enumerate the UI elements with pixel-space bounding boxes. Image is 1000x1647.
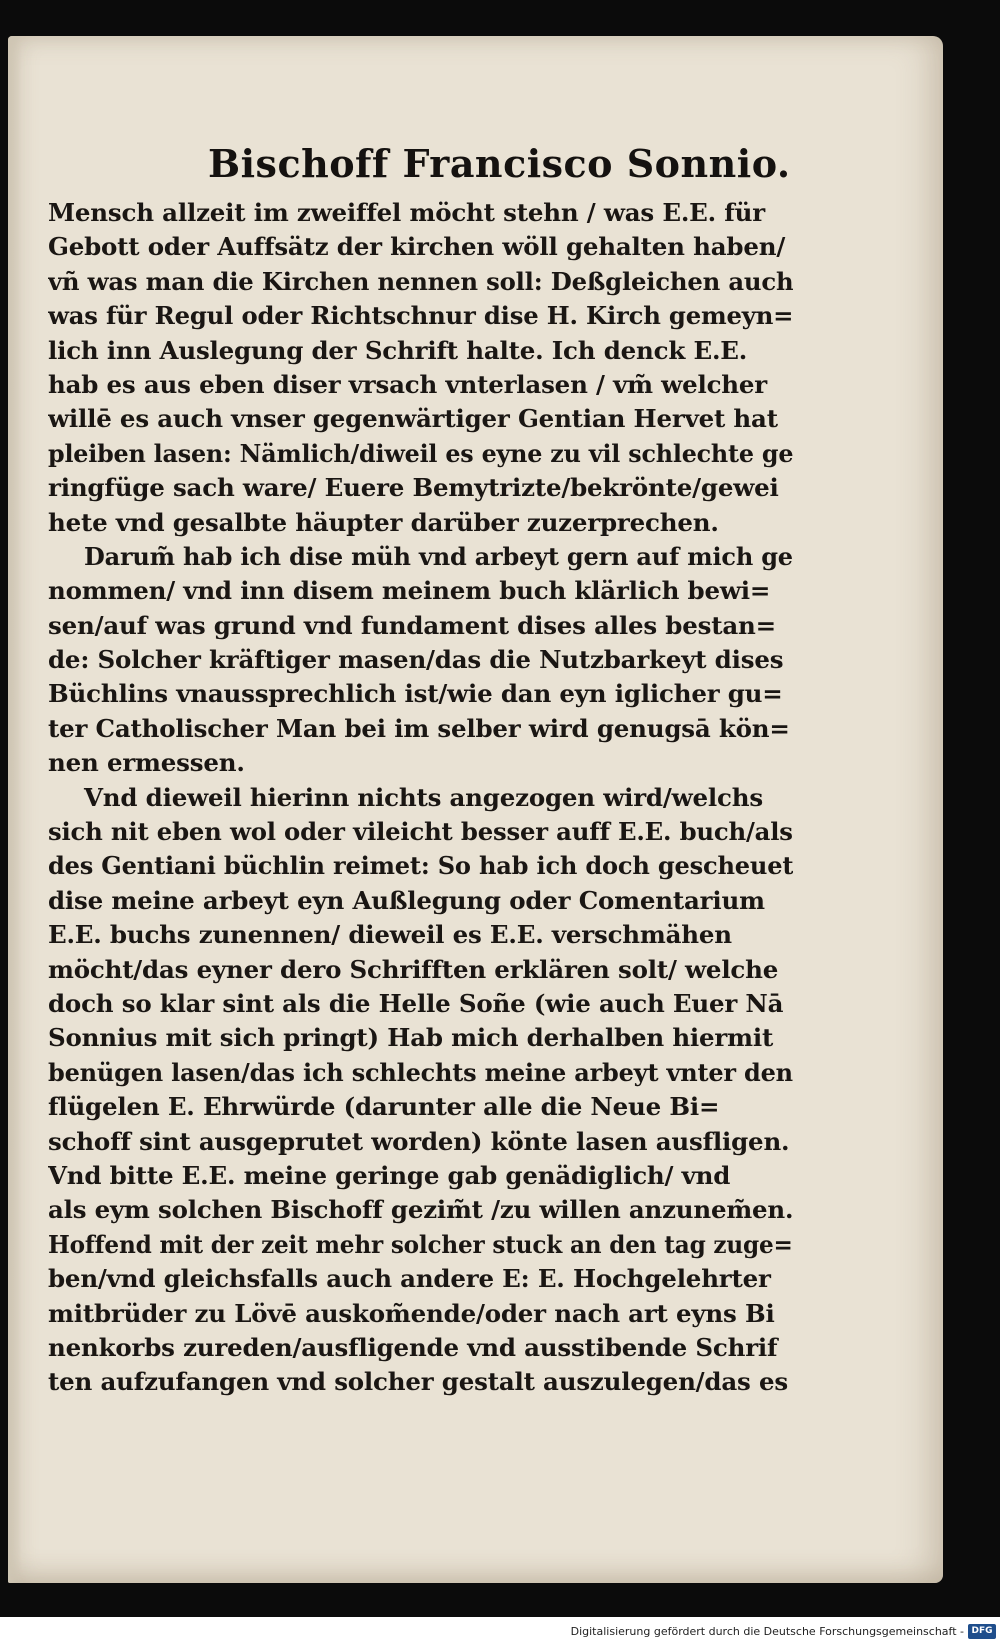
text-line: doch so klar sint als die Helle Soñe (wie auch Euer Nā xyxy=(48,988,784,1018)
text-line: flügelen E. Ehrwürde (darunter alle die Neue Bi= xyxy=(48,1092,720,1122)
text-line: ringfüge sach ware/ Euere Bemytrizte/bekrönte/gewei xyxy=(48,473,779,503)
text-line: Hoffend mit der zeit mehr solcher stuck an den tag zuge= xyxy=(48,1229,793,1259)
text-line: ter Catholischer Man bei im selber wird genugsā kön= xyxy=(48,713,790,743)
text-line: schoff sint ausgeprutet worden) könte lasen ausfligen. xyxy=(48,1126,790,1156)
text-line: ten aufzufangen vnd solcher gestalt auszulegen/das es xyxy=(48,1367,788,1397)
text-line: E.E. buchs zunennen/ dieweil es E.E. verschmähen xyxy=(48,920,732,950)
text-line: benügen lasen/das ich schlechts meine arbeyt vnter den xyxy=(48,1057,793,1087)
text-line: des Gentiani büchlin reimet: So hab ich doch gescheuet xyxy=(48,851,793,881)
text-line: Sonnius mit sich pringt) Hab mich derhalben hiermit xyxy=(48,1023,774,1053)
text-line: nommen/ vnd inn disem meinem buch klärlich bewi= xyxy=(48,576,771,606)
text-line: Büchlins vnaussprechlich ist/wie dan eyn iglicher gu= xyxy=(48,679,783,709)
text-line: hab es aus eben diser vrsach vnterlasen / vm̃ welcher xyxy=(48,369,767,399)
text-line: ben/vnd gleichsfalls auch andere E: E. Hochgelehrter xyxy=(48,1264,771,1294)
page-gutter-shadow xyxy=(8,36,22,1583)
text-line: als eym solchen Bischoff gezim̃t /zu willen anzunem̃en. xyxy=(48,1195,793,1225)
text-line: Mensch allzeit im zweiffel möcht stehn / was E.E. für xyxy=(48,198,765,227)
body-text xyxy=(48,196,793,1400)
text-line: hete vnd gesalbte häupter darüber zuzerprechen. xyxy=(48,507,719,537)
text-line: Gebott oder Auffsätz der kirchen wöll gehalten haben/ xyxy=(48,232,786,262)
text-line: was für Regul oder Richtschnur dise H. Kirch gemeyn= xyxy=(48,301,793,331)
text-line: pleiben lasen: Nämlich/diweil es eyne zu vil schlechte ge xyxy=(48,438,793,468)
text-line: sich nit eben wol oder vileicht besser auff E.E. buch/als xyxy=(48,817,793,847)
text-line: Darum̃ hab ich dise müh vnd arbeyt gern auf mich ge xyxy=(84,541,793,571)
book-page xyxy=(8,36,943,1583)
text-line: sen/auf was grund vnd fundament dises alles bestan= xyxy=(48,610,776,640)
dfg-logo: DFG xyxy=(968,1624,996,1639)
text-line: de: Solcher kräftiger masen/das die Nutzbarkeyt dises xyxy=(48,645,784,675)
footer-credit: Digitalisierung gefördert durch die Deutsche Forschungsgemeinschaft - xyxy=(570,1625,964,1638)
text-line: nen ermessen. xyxy=(48,748,245,778)
text-line: nenkorbs zureden/ausfligende vnd ausstibende Schrif xyxy=(48,1332,778,1362)
text-line: mitbrüder zu Lövē auskom̃ende/oder nach art eyns Bi xyxy=(48,1298,775,1328)
text-line: willē es auch vnser gegenwärtiger Gentian Hervet hat xyxy=(48,404,778,434)
text-line: Vnd bitte E.E. meine geringe gab genädiglich/ vnd xyxy=(48,1160,731,1190)
text-line: dise meine arbeyt eyn Außlegung oder Comentarium xyxy=(48,885,765,915)
text-line: Vnd dieweil hierinn nichts angezogen wird/welchs xyxy=(84,782,763,812)
footer-bar xyxy=(0,1617,1000,1647)
text-line: möcht/das eyner dero Schrifften erklären solt/ welche xyxy=(48,954,779,984)
running-head: Bischoff Francisco Sonnio. xyxy=(208,141,791,186)
text-line: lich inn Auslegung der Schrift halte. Ich denck E.E. xyxy=(48,335,748,365)
text-line: vñ was man die Kirchen nennen soll: Deßgleichen auch xyxy=(48,266,793,296)
